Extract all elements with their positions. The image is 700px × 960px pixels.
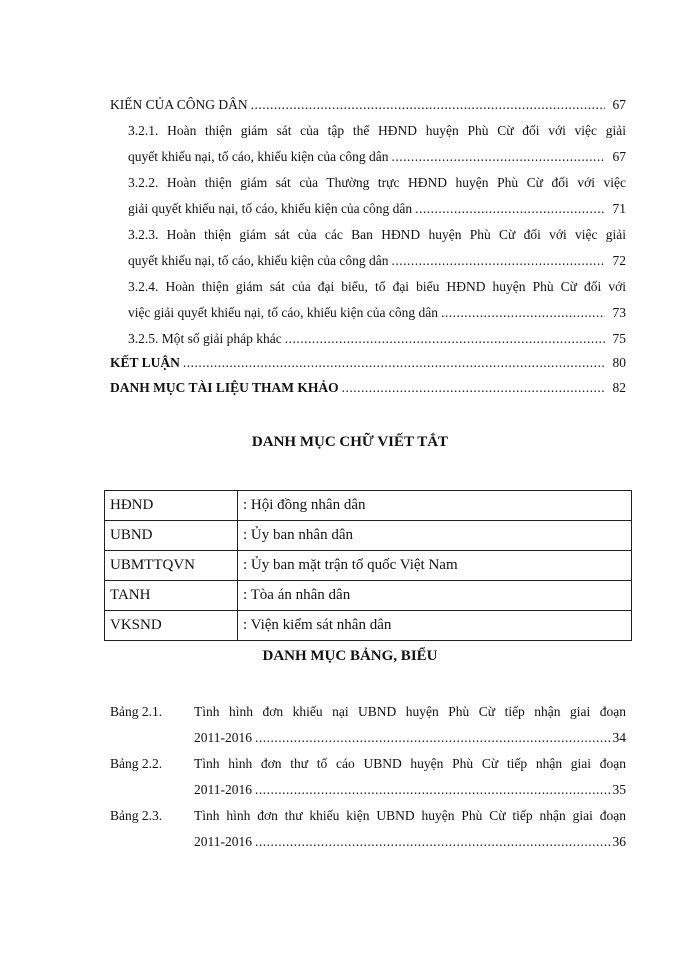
toc-page-number: 73 — [612, 305, 626, 320]
table-label: Bảng 2.2. — [110, 756, 163, 771]
dot-leader — [415, 201, 605, 217]
dot-leader — [183, 355, 605, 371]
table-page-number: 34 — [612, 730, 626, 745]
abbreviations-table — [104, 490, 632, 641]
meaning-cell: : Tòa án nhân dân — [238, 581, 632, 611]
toc-entry-line1[interactable]: 3.2.1. Hoàn thiện giám sát của tập thể HĐND huyện Phù Cừ đối với việc giải — [128, 123, 626, 138]
meaning-cell: : Viện kiểm sát nhân dân — [238, 611, 632, 641]
toc-entry[interactable] — [128, 253, 626, 269]
toc-page-number: 82 — [612, 380, 626, 395]
dot-leader — [255, 782, 610, 798]
toc-entry-line1[interactable]: 3.2.3. Hoàn thiện giám sát của các Ban HĐND huyện Phù Cừ đối với việc giải — [128, 227, 626, 242]
table-title[interactable]: Tình hình đơn khiếu nại UBND huyện Phù Cừ tiếp nhận giai đoạn — [194, 704, 626, 719]
dot-leader — [255, 730, 610, 746]
meaning-cell: : Ủy ban nhân dân — [238, 521, 632, 551]
dot-leader — [392, 253, 605, 269]
table-row — [105, 551, 632, 581]
dot-leader — [441, 305, 605, 321]
toc-page-number: 75 — [612, 331, 626, 346]
table-title[interactable]: Tình hình đơn thư khiếu kiện UBND huyện Phù Cừ tiếp nhận giai đoạn — [194, 808, 626, 823]
table-entry-line2[interactable] — [194, 782, 626, 798]
table-entry-line2[interactable] — [194, 834, 626, 850]
toc-entry[interactable] — [128, 305, 626, 321]
toc-page-number: 67 — [612, 97, 626, 112]
meaning-cell: : Hội đồng nhân dân — [238, 491, 632, 521]
toc-entry-title: 3.2.5. Một số giải pháp khác — [128, 331, 282, 346]
toc-entry[interactable] — [110, 97, 626, 113]
table-label: Bảng 2.1. — [110, 704, 163, 719]
table-entry-line2[interactable] — [194, 730, 626, 746]
abbr-cell: UBND — [105, 521, 238, 551]
tables-list-heading: DANH MỤC BẢNG, BIỂU — [262, 648, 438, 664]
dot-leader — [392, 149, 605, 165]
toc-entry-title: DANH MỤC TÀI LIỆU THAM KHẢO — [110, 380, 339, 395]
toc-entry[interactable] — [128, 149, 626, 165]
abbreviations-heading: DANH MỤC CHỮ VIẾT TẮT — [251, 434, 449, 450]
toc-entry-title: việc giải quyết khiếu nại, tố cáo, khiếu kiện của công dân — [128, 305, 439, 320]
toc-entry[interactable] — [128, 331, 626, 347]
abbr-cell: HĐND — [105, 491, 238, 521]
table-label: Bảng 2.3. — [110, 808, 163, 823]
abbr-cell: TANH — [105, 581, 238, 611]
toc-entry-line1[interactable]: 3.2.4. Hoàn thiện giám sát của đại biểu, tổ đại biểu HĐND huyện Phù Cừ đối với — [128, 279, 626, 294]
toc-entry-title: KIẾN CỦA CÔNG DÂN — [110, 97, 248, 112]
toc-entry-title: giải quyết khiếu nại, tố cáo, khiếu kiện của công dân — [128, 201, 413, 216]
toc-entry-title: quyết khiếu nại, tố cáo, khiếu kiện của công dân — [128, 149, 389, 164]
table-period: 2011-2016 — [194, 782, 252, 797]
meaning-cell: : Ủy ban mặt trận tổ quốc Việt Nam — [238, 551, 632, 581]
toc-entry[interactable] — [110, 355, 626, 371]
dot-leader — [342, 380, 605, 396]
table-row — [105, 581, 632, 611]
toc-page-number: 80 — [612, 355, 626, 370]
toc-page-number: 71 — [612, 201, 626, 216]
toc-entry-line1[interactable]: 3.2.2. Hoàn thiện giám sát của Thường trực HĐND huyện Phù Cừ đối với việc — [128, 175, 626, 190]
dot-leader — [285, 331, 605, 347]
dot-leader — [251, 97, 605, 113]
table-title[interactable]: Tình hình đơn thư tố cáo UBND huyện Phù Cừ tiếp nhận giai đoạn — [194, 756, 626, 771]
table-row — [105, 611, 632, 641]
toc-page-number: 72 — [612, 253, 626, 268]
table-page-number: 35 — [612, 782, 626, 797]
toc-entry-title: quyết khiếu nại, tố cáo, khiếu kiện của công dân — [128, 253, 389, 268]
toc-page-number: 67 — [612, 149, 626, 164]
table-period: 2011-2016 — [194, 730, 252, 745]
toc-entry[interactable] — [110, 380, 626, 396]
table-row — [105, 521, 632, 551]
table-row — [105, 491, 632, 521]
dot-leader — [255, 834, 610, 850]
table-page-number: 36 — [612, 834, 626, 849]
abbr-cell: VKSND — [105, 611, 238, 641]
table-period: 2011-2016 — [194, 834, 252, 849]
abbr-cell: UBMTTQVN — [105, 551, 238, 581]
toc-entry[interactable] — [128, 201, 626, 217]
toc-entry-title: KẾT LUẬN — [110, 355, 180, 370]
